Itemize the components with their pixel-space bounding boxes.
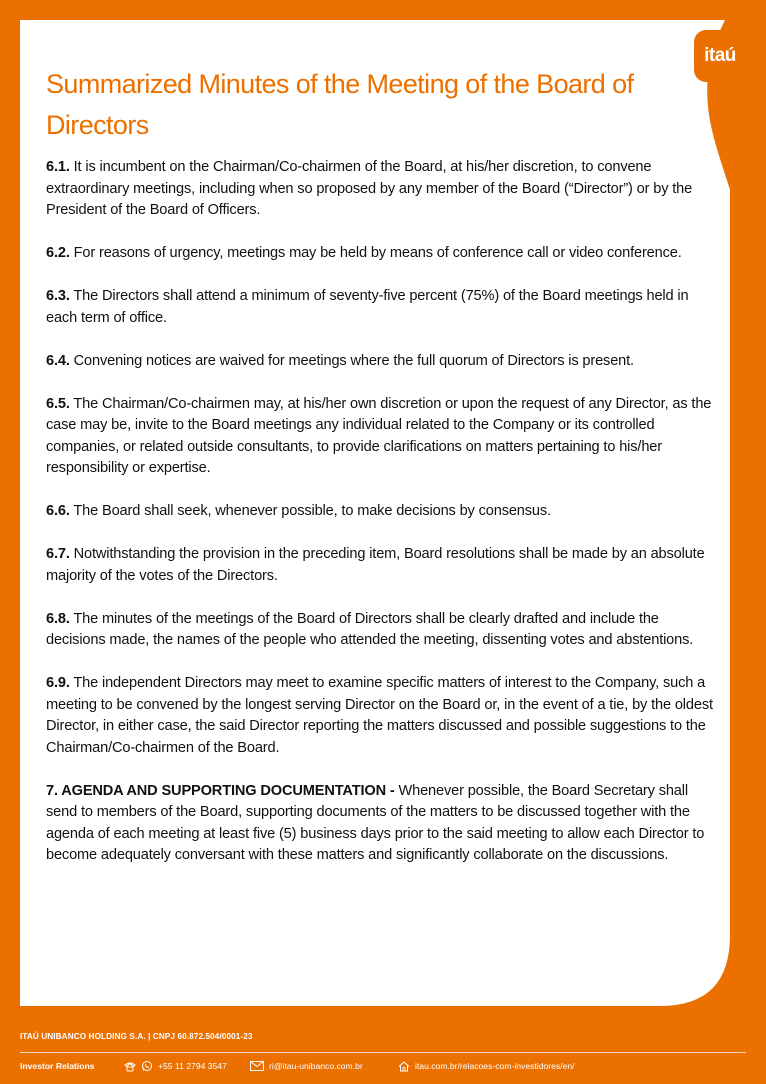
- paragraph-number: 6.6.: [46, 503, 70, 519]
- paragraph-6-4: [46, 351, 716, 373]
- paragraph-text: The Chairman/Co-chairmen may, at his/her own discretion or upon the request of any Director, as the case may be, invite to the Board meetings any individual related to the Company or its controlled companies, or related outside consultants, to provide clarifications on matters pertaining to his/her responsibility or expertise.: [46, 395, 712, 476]
- website-contact[interactable]: [398, 1058, 575, 1074]
- paragraph-number: 6.2.: [46, 245, 70, 261]
- itau-logo: itaú: [694, 30, 746, 82]
- paragraph-6-9: [46, 673, 716, 759]
- paragraph-6-5: [46, 394, 716, 480]
- investor-relations-label: Investor Relations: [20, 1061, 95, 1071]
- paragraph-number: 6.5.: [46, 395, 70, 412]
- paragraph-number: 6.1.: [46, 159, 70, 175]
- paragraph-number: 6.7.: [46, 546, 70, 562]
- paragraph-6-6: [46, 501, 716, 523]
- paragraph-text: The independent Directors may meet to examine specific matters of interest to the Company, such a meeting to be convened by the longest serving Director on the Board or, in the event of a tie, by the oldest Director, in either case, the said Director reporting the matters discussed and possible suggestions to the Chairman/Co-chairmen of the Board.: [46, 675, 713, 756]
- footer-divider: [20, 1052, 746, 1053]
- paragraph-number: 6.4.: [46, 352, 70, 369]
- paragraph-text: For reasons of urgency, meetings may be held by means of conference call or video conference.: [69, 245, 682, 261]
- phone-contact[interactable]: [124, 1058, 227, 1074]
- mail-icon: [250, 1061, 264, 1071]
- paragraph-number: 6.8.: [46, 610, 70, 627]
- paragraph-6-7: [46, 544, 716, 587]
- paragraph-6-2: [46, 243, 716, 265]
- section-7-agenda: [46, 781, 716, 867]
- paragraph-text: The minutes of the meetings of the Board of Directors shall be clearly drafted and include the decisions made, the names of the people who attended the meeting, dissenting votes and abstentions.: [46, 610, 694, 648]
- document-body: [46, 157, 716, 888]
- paragraph-text: The Board shall seek, whenever possible, to make decisions by consensus.: [69, 503, 551, 519]
- paragraph-text: The Directors shall attend a minimum of seventy-five percent (75%) of the Board meetings held in each term of office.: [46, 288, 689, 326]
- website-url: itau.com.br/relacoes-com-investidores/en/: [415, 1061, 575, 1071]
- footer: [0, 1024, 766, 1084]
- paragraph-text: It is incumbent on the Chairman/Co-chairmen of the Board, at his/her discretion, to convene extraordinary meetings, including when so proposed by any member of the Board (“Director”) or by the President of the Board of Officers.: [46, 159, 693, 218]
- email-contact[interactable]: [250, 1058, 363, 1074]
- company-info: ITAÚ UNIBANCO HOLDING S.A. | CNPJ 60.872.504/0001-23: [20, 1032, 253, 1041]
- section-text: Whenever possible, the Board Secretary shall send to members of the Board, supporting documents of the matters to be discussed together with the agenda of each meeting at least five (5) business days prior to the said meeting to allow each Director to become adequately conversant with these matters and significantly collaborate on the discussions.: [46, 782, 705, 863]
- section-heading: 7. AGENDA AND SUPPORTING DOCUMENTATION -: [46, 782, 395, 799]
- paragraph-number: 6.3.: [46, 288, 70, 304]
- paragraph-6-3: [46, 286, 716, 329]
- page-title: Summarized Minutes of the Meeting of the Board of Directors: [46, 69, 634, 140]
- paragraph-text: Notwithstanding the provision in the preceding item, Board resolutions shall be made by an absolute majority of the votes of the Directors.: [46, 546, 705, 584]
- phone-icon: [124, 1061, 136, 1072]
- email-address: ri@itau-unibanco.com.br: [269, 1061, 363, 1071]
- whatsapp-icon: [141, 1060, 153, 1072]
- paragraph-6-8: [46, 609, 716, 652]
- phone-number: +55 11 2794 3547: [158, 1061, 227, 1071]
- home-icon: [398, 1061, 410, 1072]
- paragraph-number: 6.9.: [46, 675, 70, 691]
- paragraph-text: Convening notices are waived for meetings where the full quorum of Directors is present.: [69, 352, 634, 369]
- paragraph-6-1: [46, 157, 716, 222]
